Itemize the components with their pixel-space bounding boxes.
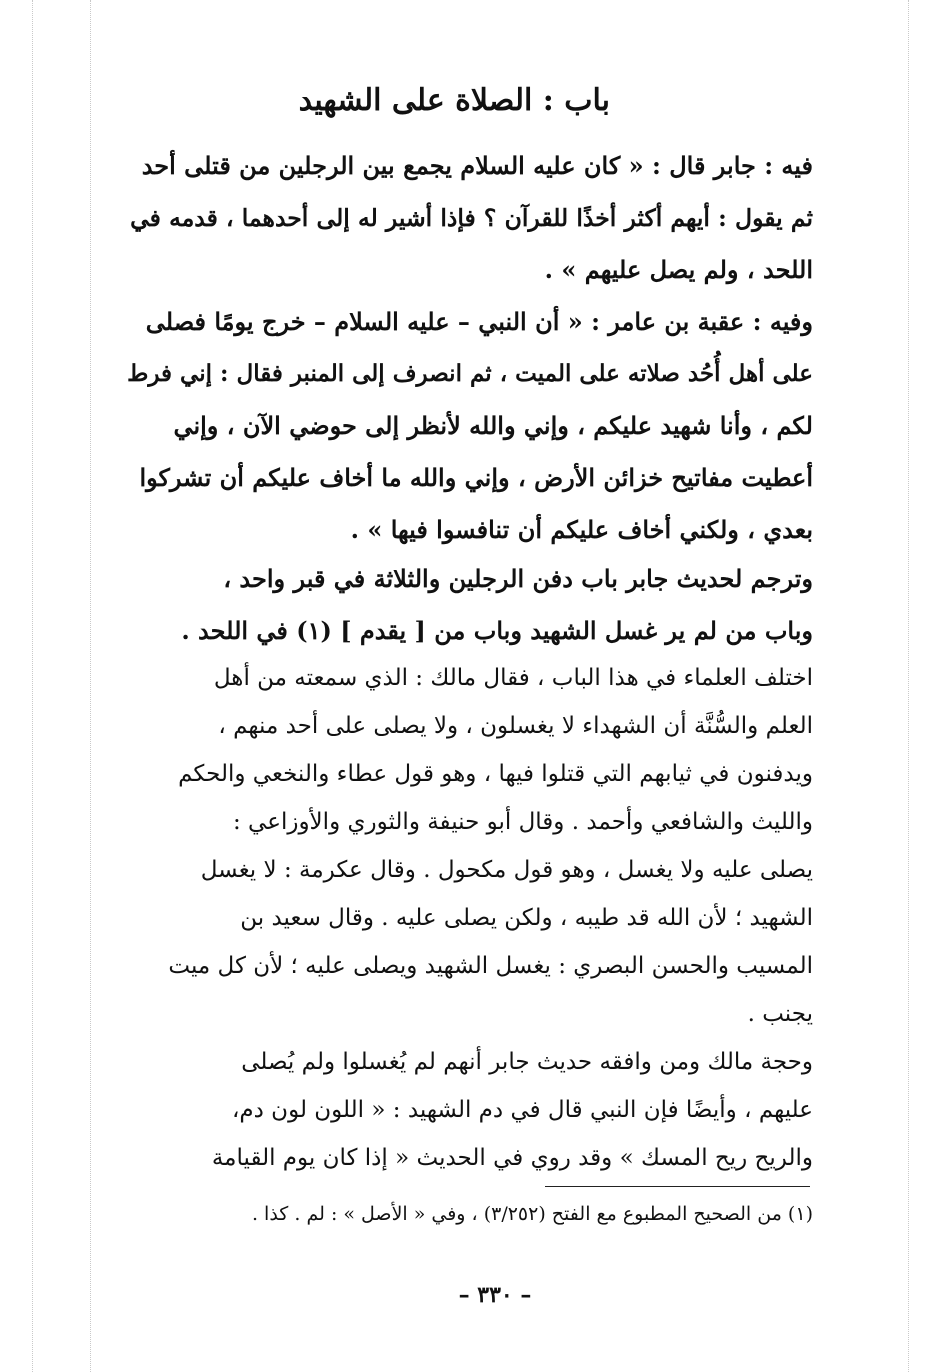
page-edge-line: [32, 0, 33, 1372]
text-line: وحجة مالك ومن وافقه حديث جابر أنهم لم يُغسلوا ولم يُصلى: [241, 1049, 813, 1075]
footnote: (١) من الصحيح المطبوع مع الفتح (٣/٢٥٢) ، وفي « الأصل » : لم . كذا .: [251, 1203, 813, 1225]
page-number: – ٣٣٠ –: [458, 1282, 532, 1308]
text-line: اختلف العلماء في هذا الباب ، فقال مالك : الذي سمعته من أهل: [213, 665, 813, 691]
text-line: أعطيت مفاتيح خزائن الأرض ، وإني والله ما أخاف عليكم أن تشركوا: [139, 463, 813, 492]
text-line: وفيه : عقبة بن عامر : « أن النبي – عليه السلام – خرج يومًا فصلى: [145, 307, 813, 336]
text-line: المسيب والحسن البصري : يغسل الشهيد ويصلى عليه ؛ لأن كل ميت: [168, 953, 813, 979]
text-line: الشهيد ؛ لأن الله قد طيبه ، ولكن يصلى عليه . وقال سعيد بن: [240, 905, 813, 931]
page-edge-line: [908, 0, 909, 1372]
text-line: عليهم ، وأيضًا فإن النبي قال في دم الشهيد : « اللون لون دم،: [231, 1097, 813, 1123]
text-line: اللحد ، ولم يصل عليهم » .: [544, 255, 813, 284]
paragraph-scholars-disagreement: [118, 654, 813, 1038]
text-line: يصلى عليه ولا يغسل ، وهو قول مكحول . وقال عكرمة : لا يغسل: [200, 857, 813, 883]
text-line: لكم ، وأنا شهيد عليكم ، وإني والله لأنظر إلى حوضي الآن ، وإني: [173, 411, 813, 440]
paragraph-tarjama: [118, 553, 813, 657]
paragraph-hadith-jabir: [118, 140, 813, 296]
text-line: وباب من لم ير غسل الشهيد وباب من [ يقدم ] (١) في اللحد .: [181, 616, 813, 645]
footnote-separator: [545, 1186, 810, 1187]
paragraph-hadith-uqba: [118, 296, 813, 556]
text-line: بعدي ، ولكني أخاف عليكم أن تنافسوا فيها » .: [350, 515, 813, 544]
text-line: والريح ريح المسك » وقد روي في الحديث « إذا كان يوم القيامة: [211, 1145, 813, 1171]
text-line: يجنب .: [747, 1001, 813, 1027]
paragraph-malik-argument: [118, 1038, 813, 1182]
text-line: على أهل أُحُد صلاته على الميت ، ثم انصرف إلى المنبر فقال : إني فرط: [127, 360, 813, 387]
text-line: ويدفنون في ثيابهم التي قتلوا فيها ، وهو قول عطاء والنخعي والحكم: [178, 761, 813, 787]
text-line: والليث والشافعي وأحمد . وقال أبو حنيفة والثوري والأوزاعي :: [233, 809, 813, 835]
chapter-title: باب : الصلاة على الشهيد: [298, 83, 610, 118]
page-edge-line: [90, 0, 91, 1372]
text-line: وترجم لحديث جابر باب دفن الرجلين والثلاثة في قبر واحد ،: [223, 564, 813, 593]
text-line: العلم والسُّنَّة أن الشهداء لا يغسلون ، ولا يصلى على أحد منهم ،: [218, 713, 813, 739]
text-line: ثم يقول : أيهم أكثر أخذًا للقرآن ؟ فإذا أشير له إلى أحدهما ، قدمه في: [130, 204, 813, 232]
text-line: فيه : جابر قال : « كان عليه السلام يجمع بين الرجلين من قتلى أحد: [141, 151, 813, 180]
